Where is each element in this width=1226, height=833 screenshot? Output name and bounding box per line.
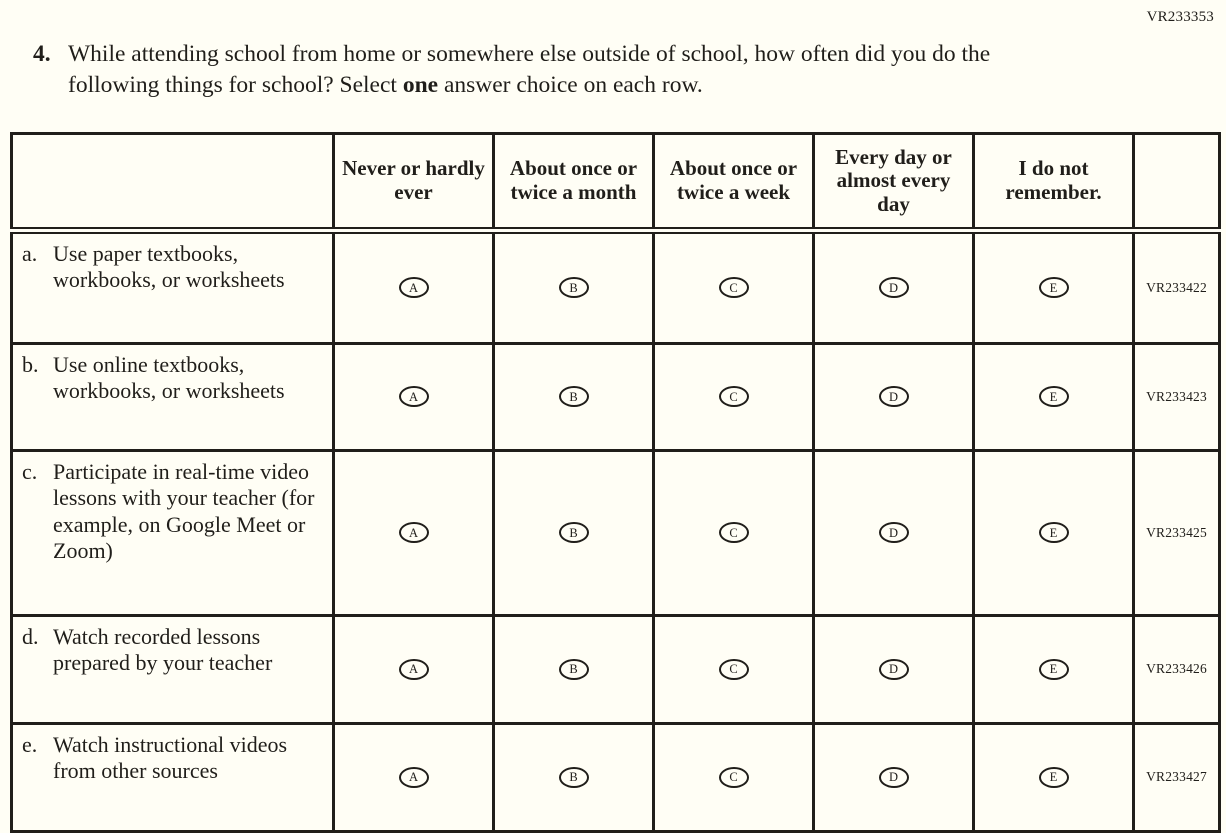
option-bubble-e[interactable] <box>1039 277 1069 298</box>
response-grid <box>10 132 1221 833</box>
option-letter: C <box>729 280 738 295</box>
option-bubble-a[interactable] <box>399 659 429 680</box>
table-row <box>12 615 1220 723</box>
option-bubble-b[interactable] <box>559 659 589 680</box>
column-header-once-week: About once or twice a week <box>654 133 814 230</box>
row-code: VR233427 <box>1134 723 1220 831</box>
option-letter: A <box>408 662 419 677</box>
table-row <box>12 450 1220 615</box>
header-stub-empty <box>12 133 334 230</box>
row-letter: a. <box>22 240 38 266</box>
row-stub <box>12 723 334 831</box>
table-row <box>12 723 1220 831</box>
doc-code: VR233353 <box>1146 9 1214 25</box>
row-code: VR233425 <box>1134 450 1220 615</box>
option-bubble-b[interactable] <box>559 767 589 788</box>
option-letter: D <box>888 525 899 540</box>
option-bubble-c[interactable] <box>719 386 749 407</box>
question-text-part1: While attending school from home or somewhere else outside of school, how often did you do the following things for school? Select <box>68 41 991 99</box>
option-letter: B <box>569 662 578 677</box>
option-bubble-c[interactable] <box>719 522 749 543</box>
option-bubble-e[interactable] <box>1039 767 1069 788</box>
option-letter: B <box>569 280 578 295</box>
row-code: VR233426 <box>1134 615 1220 723</box>
option-letter: D <box>888 389 899 404</box>
row-code: VR233423 <box>1134 343 1220 450</box>
row-label: Watch recorded lessons prepared by your teacher <box>53 623 273 676</box>
option-bubble-a[interactable] <box>399 522 429 543</box>
table-row <box>12 230 1220 343</box>
option-bubble-b[interactable] <box>559 277 589 298</box>
option-letter: B <box>569 525 578 540</box>
option-bubble-a[interactable] <box>399 767 429 788</box>
option-bubble-d[interactable] <box>879 522 909 543</box>
row-label: Use online textbooks, workbooks, or worksheets <box>53 351 285 404</box>
row-label: Watch instructional videos from other sources <box>53 731 288 784</box>
option-letter: A <box>408 389 419 404</box>
option-bubble-d[interactable] <box>879 659 909 680</box>
question-text-part2: answer choice on each row. <box>438 72 703 99</box>
option-letter: D <box>888 662 899 677</box>
option-bubble-e[interactable] <box>1039 659 1069 680</box>
option-letter: E <box>1049 389 1058 404</box>
option-bubble-d[interactable] <box>879 767 909 788</box>
row-letter: b. <box>22 351 39 377</box>
question-number: 4. <box>33 41 51 67</box>
header-code-empty <box>1134 133 1220 230</box>
option-letter: E <box>1049 525 1058 540</box>
table-row <box>12 343 1220 450</box>
row-code: VR233422 <box>1134 230 1220 343</box>
column-header-every-day: Every day or almost every day <box>814 133 974 230</box>
option-letter: C <box>729 525 738 540</box>
header-row <box>12 133 1220 230</box>
option-bubble-d[interactable] <box>879 277 909 298</box>
option-letter: B <box>569 770 578 785</box>
option-letter: D <box>888 770 899 785</box>
option-bubble-e[interactable] <box>1039 386 1069 407</box>
option-letter: B <box>569 389 578 404</box>
option-bubble-b[interactable] <box>559 522 589 543</box>
column-header-never: Never or hardly ever <box>334 133 494 230</box>
option-letter: C <box>729 662 738 677</box>
option-bubble-c[interactable] <box>719 659 749 680</box>
option-letter: E <box>1049 770 1058 785</box>
column-header-once-month: About once or twice a month <box>494 133 654 230</box>
question-text-bold: one <box>402 72 439 99</box>
option-bubble-d[interactable] <box>879 386 909 407</box>
option-bubble-c[interactable] <box>719 767 749 788</box>
row-letter: e. <box>22 731 38 757</box>
row-stub <box>12 615 334 723</box>
option-letter: C <box>729 770 738 785</box>
column-header-not-remember: I do not remember. <box>974 133 1134 230</box>
question <box>33 39 1226 102</box>
option-bubble-a[interactable] <box>399 386 429 407</box>
row-letter: c. <box>22 458 38 484</box>
option-bubble-b[interactable] <box>559 386 589 407</box>
option-letter: A <box>408 525 419 540</box>
option-letter: E <box>1049 280 1058 295</box>
row-letter: d. <box>22 623 39 649</box>
option-letter: A <box>408 280 419 295</box>
option-bubble-e[interactable] <box>1039 522 1069 543</box>
option-letter: D <box>888 280 899 295</box>
row-stub <box>12 343 334 450</box>
row-stub <box>12 230 334 343</box>
row-label: Participate in real-time video lessons with your teacher (for example, on Google Meet or Zoom) <box>53 458 315 564</box>
option-letter: C <box>729 389 738 404</box>
option-letter: A <box>408 770 419 785</box>
option-letter: E <box>1049 662 1058 677</box>
option-bubble-a[interactable] <box>399 277 429 298</box>
row-stub <box>12 450 334 615</box>
row-label: Use paper textbooks, workbooks, or worksheets <box>53 240 285 293</box>
question-text <box>68 39 1083 102</box>
option-bubble-c[interactable] <box>719 277 749 298</box>
